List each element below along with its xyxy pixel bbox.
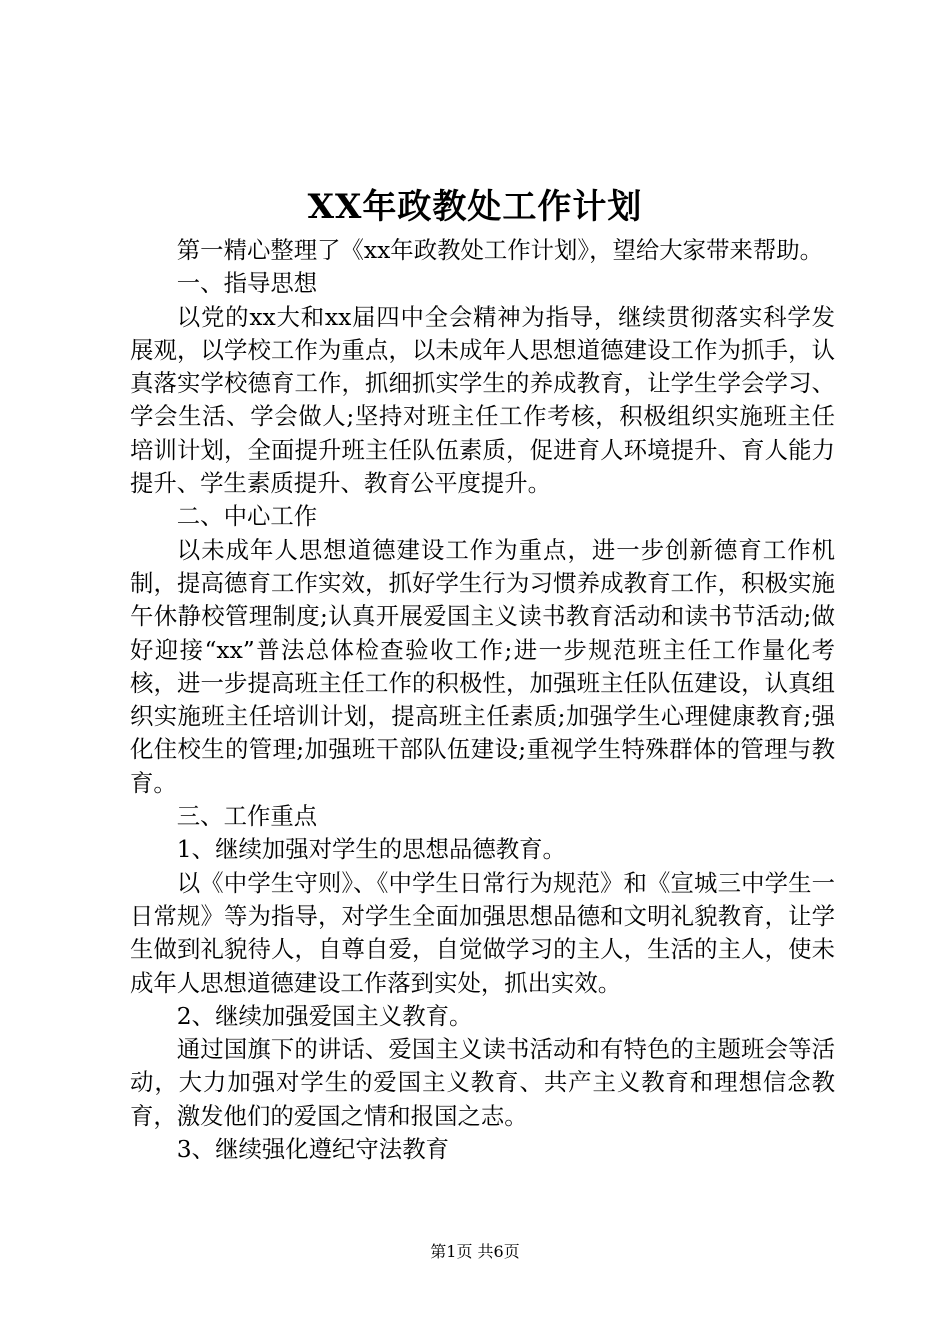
document-body <box>130 234 835 1166</box>
paragraph-intro: 第一精心整理了《xx年政教处工作计划》，望给大家带来帮助。 <box>176 236 824 264</box>
paragraph-patriotic-education: 通过国旗下的讲话、爱国主义读书活动和有特色的主题班会等活动，大力加强对学生的爱国主义教育、共产主义教育和理想信念教育，激发他们的爱国之情和报国之志。 <box>130 1035 835 1130</box>
paragraph-central-work: 以未成年人思想道德建设工作为重点，进一步创新德育工作机制，提高德育工作实效，抓好学生行为习惯养成教育工作，积极实施午休静校管理制度;认真开展爱国主义读书教育活动和读书节活动;做好迎接“xx”普法总体检查验收工作;进一步规范班主任工作量化考核，进一步提高班主任工作的积极性，加强班主任队伍建设，认真组织实施班主任培训计划，提高班主任素质;加强学生心理健康教育;强化住校生的管理;加强班干部队伍建设;重视学生特殊群体的管理与教育。 <box>130 535 835 797</box>
subheading-law-education: 3、继续强化遵纪守法教育 <box>176 1135 449 1164</box>
section-heading-central-work: 二、中心工作 <box>176 502 318 531</box>
section-heading-work-focus: 三、工作重点 <box>176 802 318 831</box>
section-heading-guiding-thought: 一、指导思想 <box>176 269 318 298</box>
subheading-moral-education: 1、继续加强对学生的思想品德教育。 <box>176 835 566 864</box>
subheading-patriotic-education: 2、继续加强爱国主义教育。 <box>176 1001 473 1030</box>
document-title: XX年政教处工作计划 <box>307 187 643 227</box>
paragraph-guiding-thought: 以党的xx大和xx届四中全会精神为指导，继续贯彻落实科学发展观，以学校工作为重点，以未成年人思想道德建设工作为抓手，认真落实学校德育工作，抓细抓实学生的养成教育，让学生学会学习、学会生活、学会做人;坚持对班主任工作考核，积极组织实施班主任培训计划，全面提升班主任队伍素质，促进育人环境提升、育人能力提升、学生素质提升、教育公平度提升。 <box>130 302 835 498</box>
page-number-footer: 第1页 共6页 <box>430 1242 520 1261</box>
paragraph-moral-education: 以《中学生守则》、《中学生日常行为规范》和《宣城三中学生一日常规》等为指导，对学生全面加强思想品德和文明礼貌教育，让学生做到礼貌待人，自尊自爱，自觉做学习的主人，生活的主人，使未成年人思想道德建设工作落到实处，抓出实效。 <box>130 868 835 997</box>
